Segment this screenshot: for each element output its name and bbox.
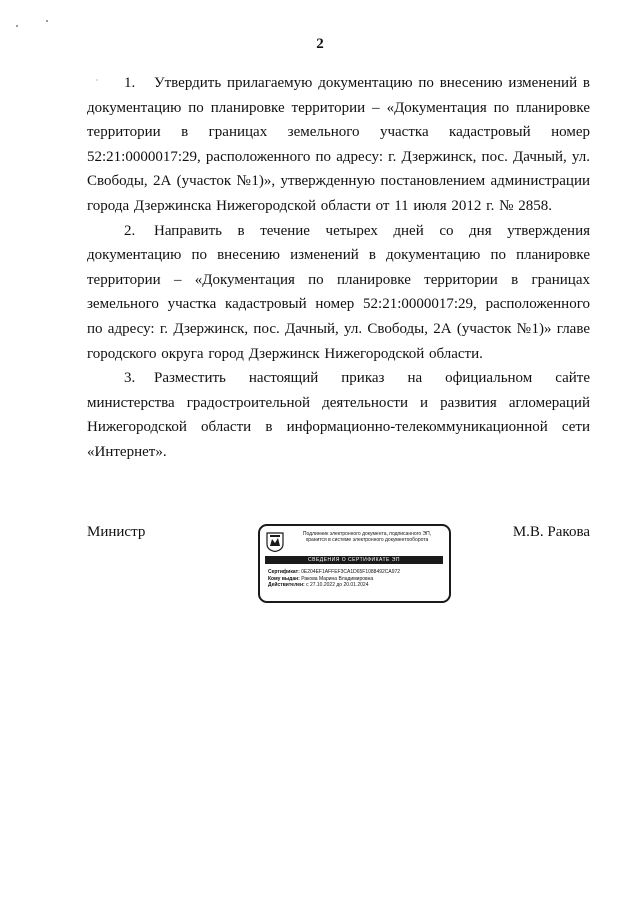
signer-name: М.В. Ракова [512,524,590,540]
document-body [87,71,590,465]
issued-to-label: Кому выдан: [268,575,300,582]
electronic-signature-stamp [258,524,451,603]
coat-of-arms-icon [266,532,284,552]
stamp-header [287,531,447,543]
page-number: 2 [316,36,324,52]
paragraph-text: Направить в течение четырех дней со дня утверждения документацию по внесению изменений в документацию по планировке территории – «Документация по планировке территории в границах земельного участка кадастровый номер 52:21:0000017:29, расположенного по адресу: г. Дзержинск, пос. Дачный, ул. Свободы, 2А (участок №1)» главе городского округа город Дзержинск Нижегородской области. [87,222,590,362]
stamp-header-line: Подлинник электронного документа, подписанного ЭП, [302,531,432,537]
paragraph-text: Разместить настоящий приказ на официальном сайте министерства градостроительной деятельности и развития агломераций Нижегородской области в информационно-телекоммуникационной сети «Интернет». [87,370,590,460]
paragraph-3 [87,366,590,464]
signature-block [87,524,590,614]
signer-position: Министр [87,524,146,540]
certificate-label: Сертификат: [268,569,300,575]
validity-label: Действителен: [268,582,305,588]
paragraph-number: 3. [124,370,136,387]
issued-to-value: Ракова Марина Владимировна [301,575,374,582]
validity-value: с 27.10.2022 до 20.01.2024 [306,582,369,588]
paragraph-text: Утвердить прилагаемую документацию по внесению изменений в документацию по планировке территории – «Документация по планировке территории в границах земельного участка кадастровый номер 52:21:0000017:29, расположенного по адресу: г. Дзержинск, пос. Дачный, ул. Свободы, 2А (участок №1)», утвержденную постановлением администрации города Дзержинска Нижегородской области от 11 июля 2012 г. № 2858. [87,75,590,214]
paragraph-number: 1. [124,75,136,91]
certificate-value: 0E204EF1AFFEF3CA1D65F1088492CA972 [301,569,401,575]
paragraph-number: 2. [124,222,136,239]
certificate-details [268,569,444,589]
stamp-title-bar: СВЕДЕНИЯ О СЕРТИФИКАТЕ ЭП [265,556,443,564]
stamp-header-line: хранится в системе электронного документооборота [305,537,429,543]
paragraph-1 [87,71,590,219]
paragraph-2 [87,219,590,367]
validity-row [268,582,444,589]
